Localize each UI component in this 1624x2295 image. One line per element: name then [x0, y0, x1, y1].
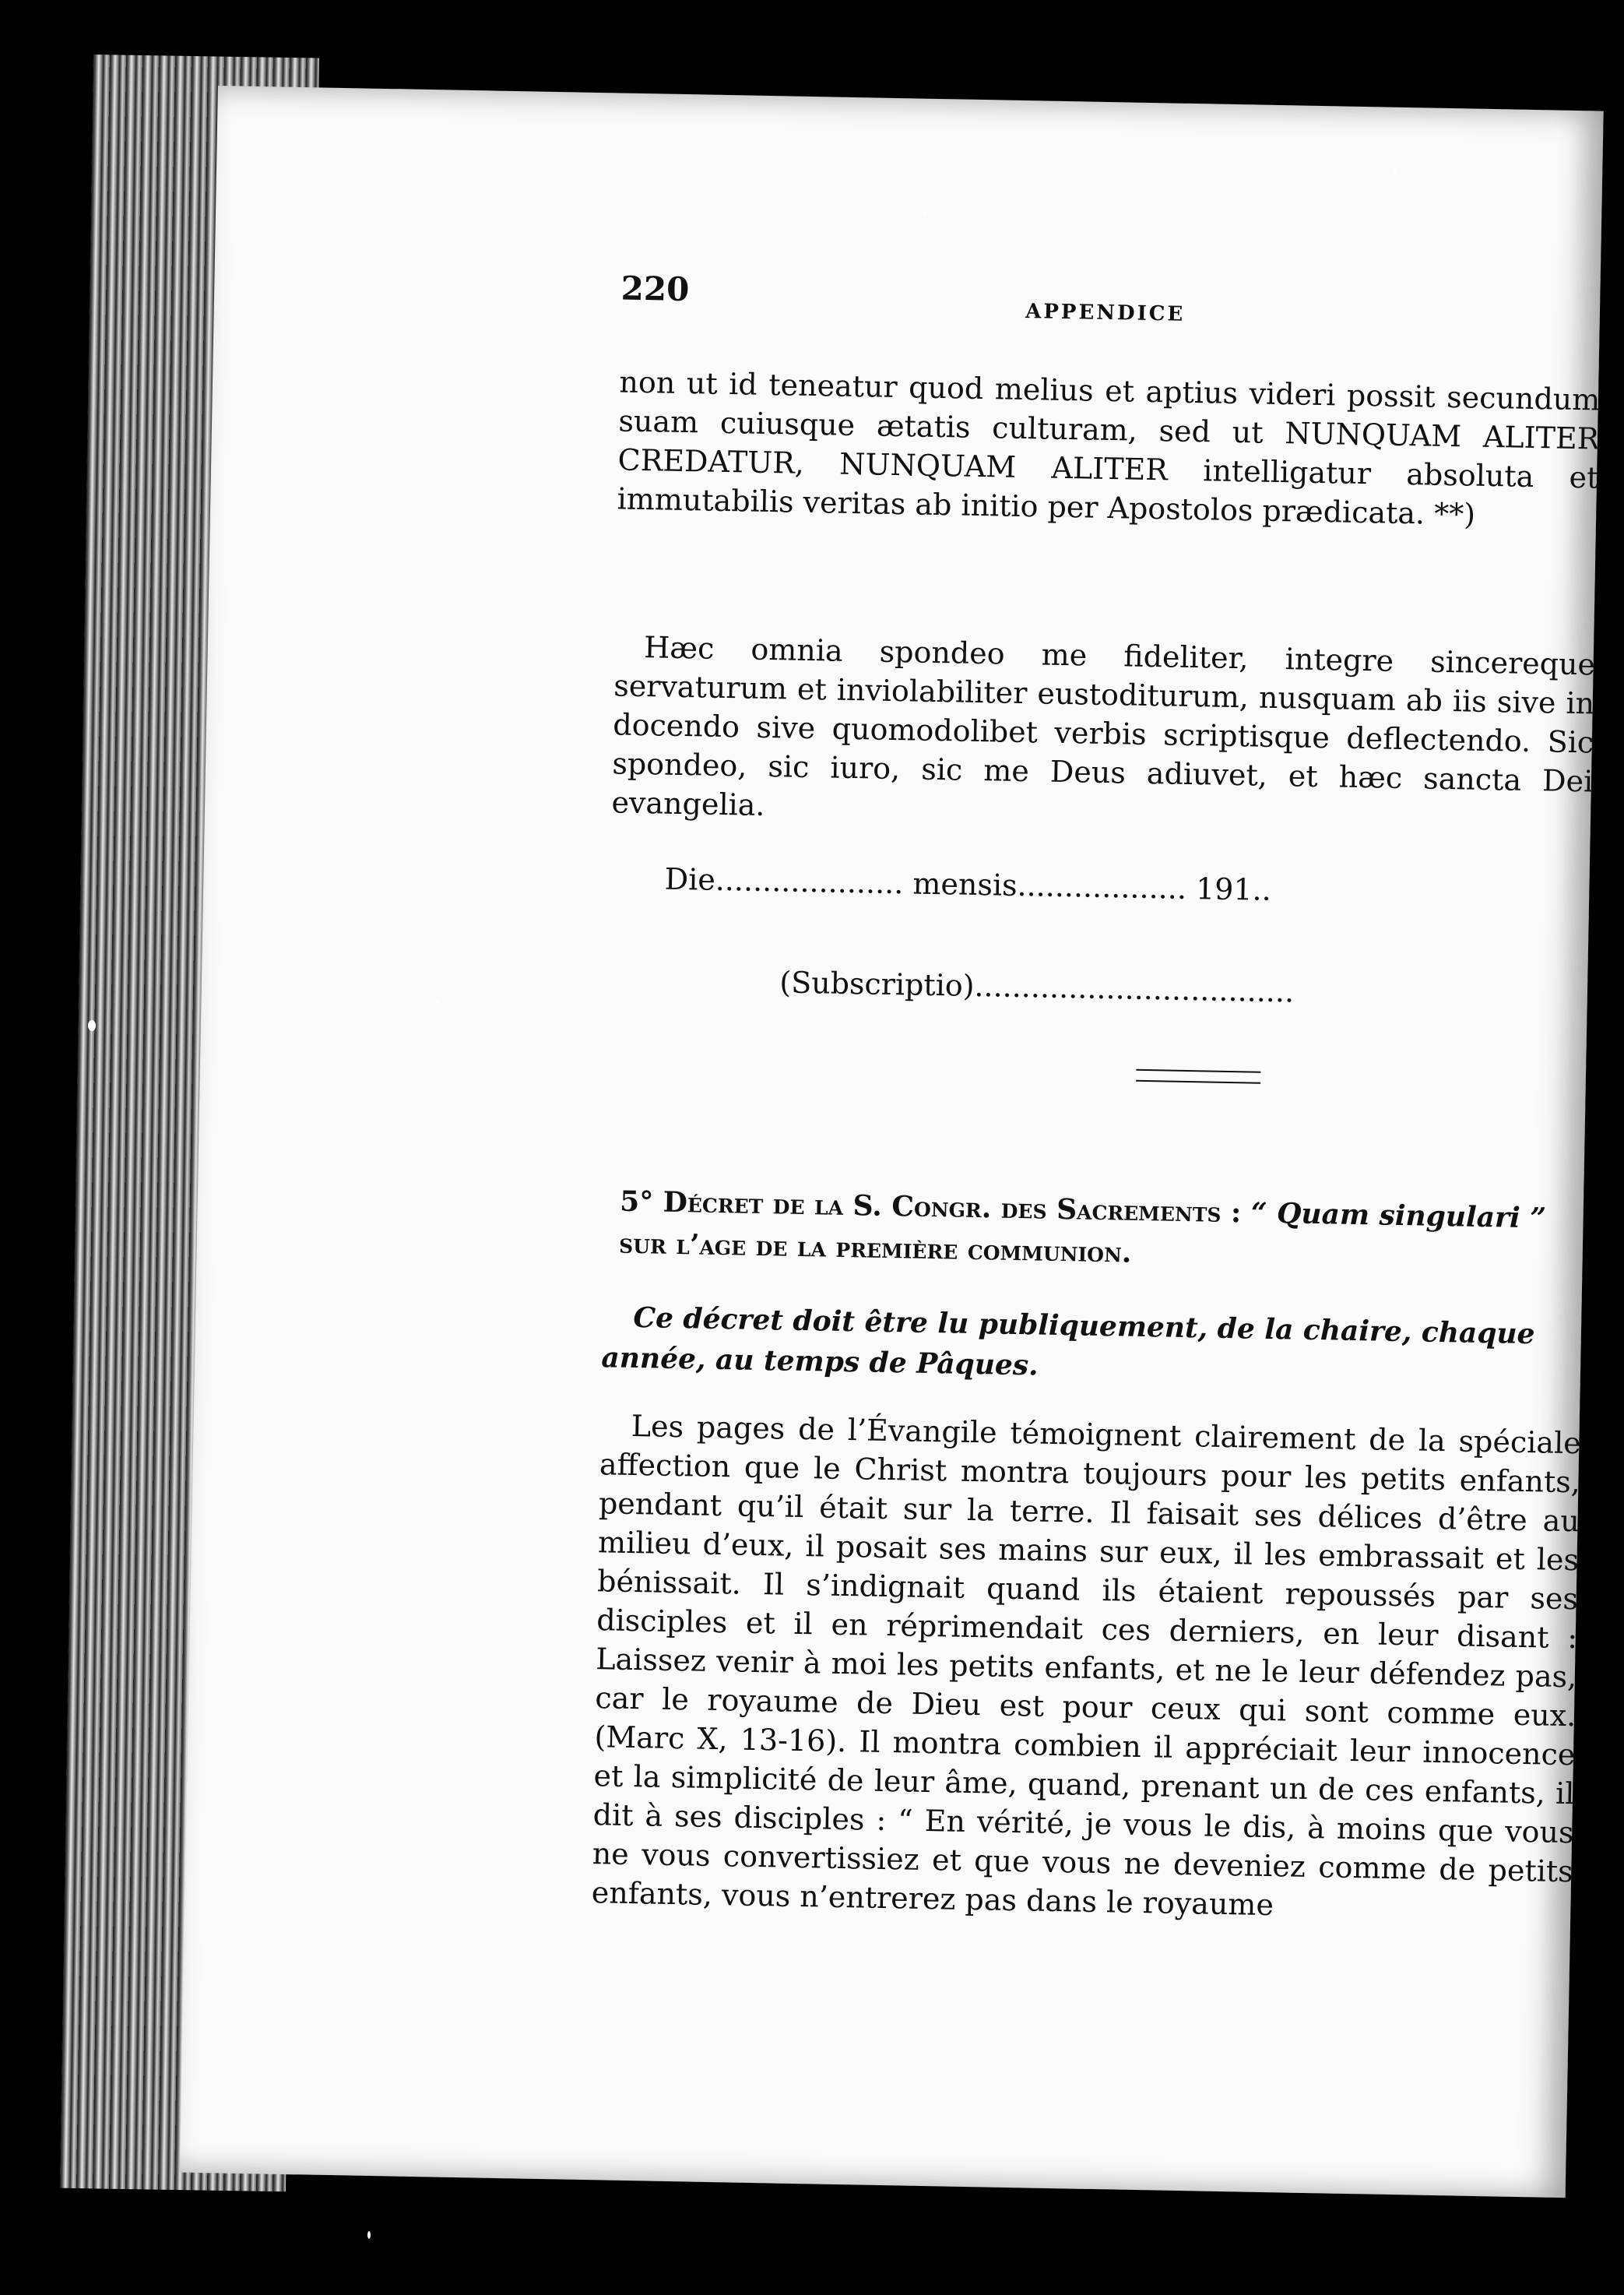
- speck: [367, 2231, 371, 2239]
- speck: [436, 1001, 439, 1004]
- speck: [88, 1020, 96, 1031]
- page-number: 220: [620, 269, 690, 309]
- speck: [923, 212, 926, 215]
- decree-note: Ce décret doit être lu publiquement, de la chaire, chaque année, au temps de Pâques.: [601, 1301, 1535, 1382]
- speck: [1394, 167, 1397, 174]
- latin-paragraph-2: Hæc omnia spondeo me fideliter, integre sincereque servaturum et inviolabiliter eustoditurum, nusquam ab iis sive in docendo sive quomodolibet verbis scriptisque deflectendo. Sic spondeo, sic iuro, sic me Deus adiuvet, et hæc sancta Dei evangelia.: [611, 630, 1596, 822]
- date-line: Die.................... mensis.................. 191..: [664, 861, 1272, 907]
- section-divider: [1136, 1069, 1260, 1084]
- signature-line: (Subscriptio)..................................: [779, 965, 1295, 1009]
- french-paragraph: Les pages de l’Évangile témoignent clairement de la spéciale affection que le Christ montra toujours pour les petits enfants, pendant qu’il était sur la terre. Il faisait ses délices d’être au milieu d’eux, il posait ses mains sur eux, il les embrassait et les bénissait. Il s’indignait quand ils étaient repoussés par ses disciples et il en réprimendait ces derniers, en leur disant : Laissez venir à moi les petits enfants, et ne le leur défendez pas, car le royaume de Dieu est pour ceux qui sont comme eux. (Marc X, 13-16). Il montra combien il appréciait leur innocence et la simplicité de leur âme, quand, prenant un de ces enfants, il dit à ses disciples : “ En vérité, je vous le dis, à moins que vous ne vous convertissiez et que vous ne deveniez comme de petits enfants, vous n’entrerez pas dans le royaume: [591, 1408, 1582, 1923]
- decree-title-prefix: 5° Décret de la S. Congr. des Sacrements :: [619, 1184, 1242, 1230]
- decree-title: [619, 1181, 1586, 1283]
- decree-title-suffix: sur l’age de la première communion.: [618, 1227, 1132, 1269]
- running-head: APPENDICE: [1025, 300, 1186, 326]
- decree-title-quote: “ Quam singulari ”: [1250, 1196, 1547, 1235]
- latin-paragraph-1: non ut id teneatur quod melius et aptius videri possit secundum suam cuiusque ætatis culturam, sed ut NUNQUAM ALITER CREDATUR, NUNQUAM ALITER intelligatur absoluta et immutabilis veritas ab initio per Apostolos prædicata. **): [617, 364, 1601, 532]
